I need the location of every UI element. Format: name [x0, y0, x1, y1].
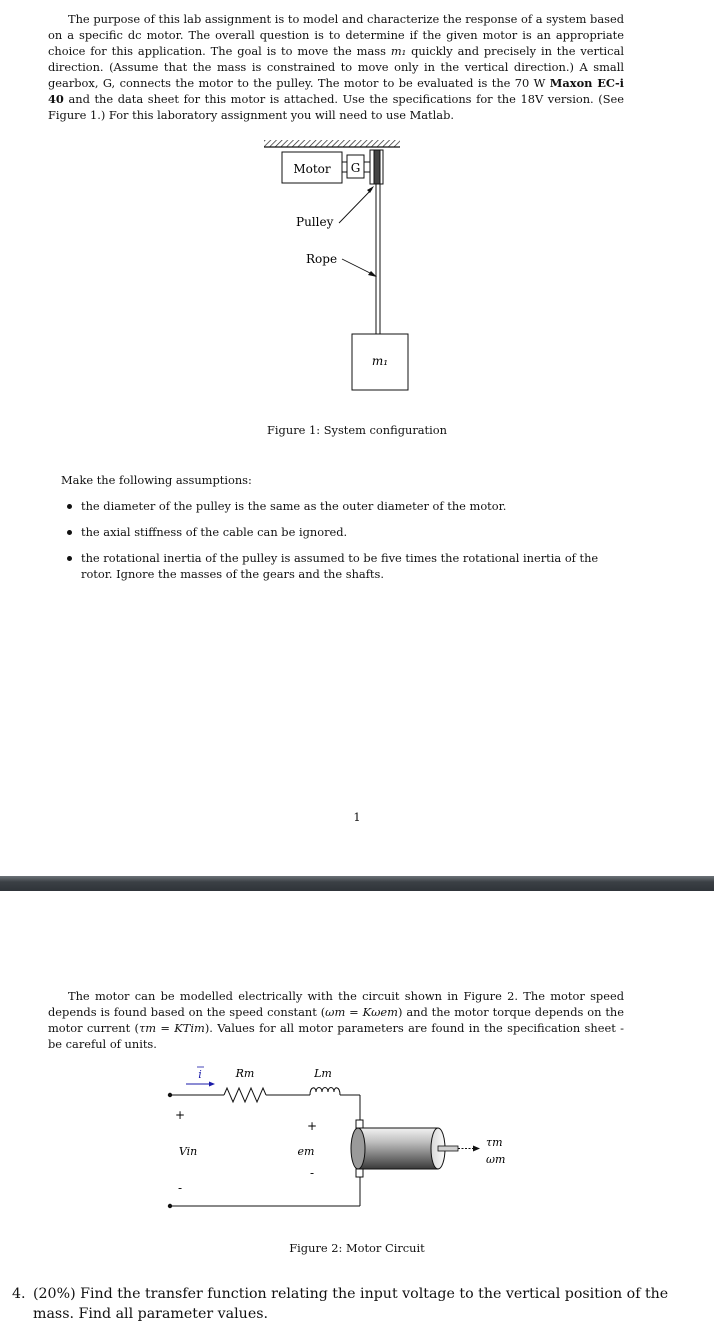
assumption-item: the rotational inertia of the pulley is assumed to be five times the rotational inertia of the rotor. Ignore the masses of the gears and the shafts.: [66, 550, 626, 582]
gearbox-label: G: [350, 161, 361, 175]
document-page-2: [0, 891, 714, 1331]
omega-label: ωm: [486, 1153, 506, 1166]
rope-label: Rope: [306, 252, 338, 266]
assumptions-heading: Make the following assumptions:: [61, 473, 252, 487]
em-minus: -: [309, 1166, 315, 1180]
pulley-label: Pulley: [296, 215, 334, 229]
motor-symbol: [351, 1128, 480, 1169]
motor-model-name: Maxon EC-i 40: [48, 76, 624, 106]
intro-mass-symbol: m₁: [390, 44, 407, 58]
intro-paragraph: [48, 11, 624, 123]
torque-equation: τm = KTim: [138, 1021, 205, 1035]
assumption-item: the axial stiffness of the cable can be ignored.: [66, 524, 626, 540]
figure-2-motor-circuit: [160, 1064, 520, 1214]
pulley-body: [370, 150, 374, 184]
mass-label: m₁: [371, 354, 389, 368]
em-plus: +: [306, 1119, 318, 1133]
vin-plus: +: [174, 1108, 186, 1122]
em-label: em: [297, 1145, 315, 1158]
inductor-symbol: [310, 1088, 340, 1096]
bullet-icon: [67, 530, 72, 535]
torque-label: τm: [486, 1136, 503, 1149]
vin-minus: -: [177, 1181, 183, 1195]
figure-1-system-diagram: [250, 132, 420, 397]
resistor-label: Rm: [235, 1067, 255, 1080]
intro-text-1: The purpose of this lab assignment is to model and characterize the response of a system based on a specific dc motor. The overall question is to determine if the given motor is an appropriate choice for this application. The goal is to move the mass: [48, 12, 624, 58]
figure-1-caption: Figure 1: System configuration: [267, 423, 447, 437]
intro-text-3: and the data sheet for this motor is attached. Use the specifications for the 18V version. (See Figure 1.) For this laboratory assignment you will need to use Matlab.: [48, 92, 624, 122]
current-label: i: [198, 1068, 202, 1081]
ceiling-hatch: [264, 140, 400, 147]
question-number: 4.: [12, 1286, 26, 1302]
speed-equation: ωm = Kωem: [325, 1005, 398, 1019]
resistor-symbol: [224, 1088, 266, 1102]
question-text: (20%) Find the transfer function relating the input voltage to the vertical position of the mass. Find all parameter values.: [33, 1286, 669, 1322]
intro-text-2: quickly and precisely in the vertical direction. (Assume that the mass is constrained to move only in the vertical direction.) A small gearbox, G, connects the motor to the pulley. The motor to be evaluated is the 70 W: [48, 44, 624, 90]
bullet-icon: [67, 556, 72, 561]
assumption-item: the diameter of the pulley is the same as the outer diameter of the motor.: [66, 498, 626, 514]
bullet-icon: [67, 504, 72, 509]
inductor-label: Lm: [314, 1067, 332, 1080]
vin-label: Vin: [178, 1145, 198, 1158]
page-separator: [0, 876, 714, 891]
assumptions-list: [66, 498, 626, 592]
motor-label: Motor: [293, 162, 331, 176]
page-number: 1: [353, 810, 361, 824]
figure-2-caption: Figure 2: Motor Circuit: [289, 1241, 425, 1255]
motor-model-paragraph: The motor can be modelled electrically with the circuit shown in Figure 2. The motor speed depends is found based on the speed constant (ωm = Kωem) and the motor torque depends on the motor current (τm = KTim). Values for all motor parameters are found in the specification sheet - be careful of units.: [48, 989, 624, 1051]
